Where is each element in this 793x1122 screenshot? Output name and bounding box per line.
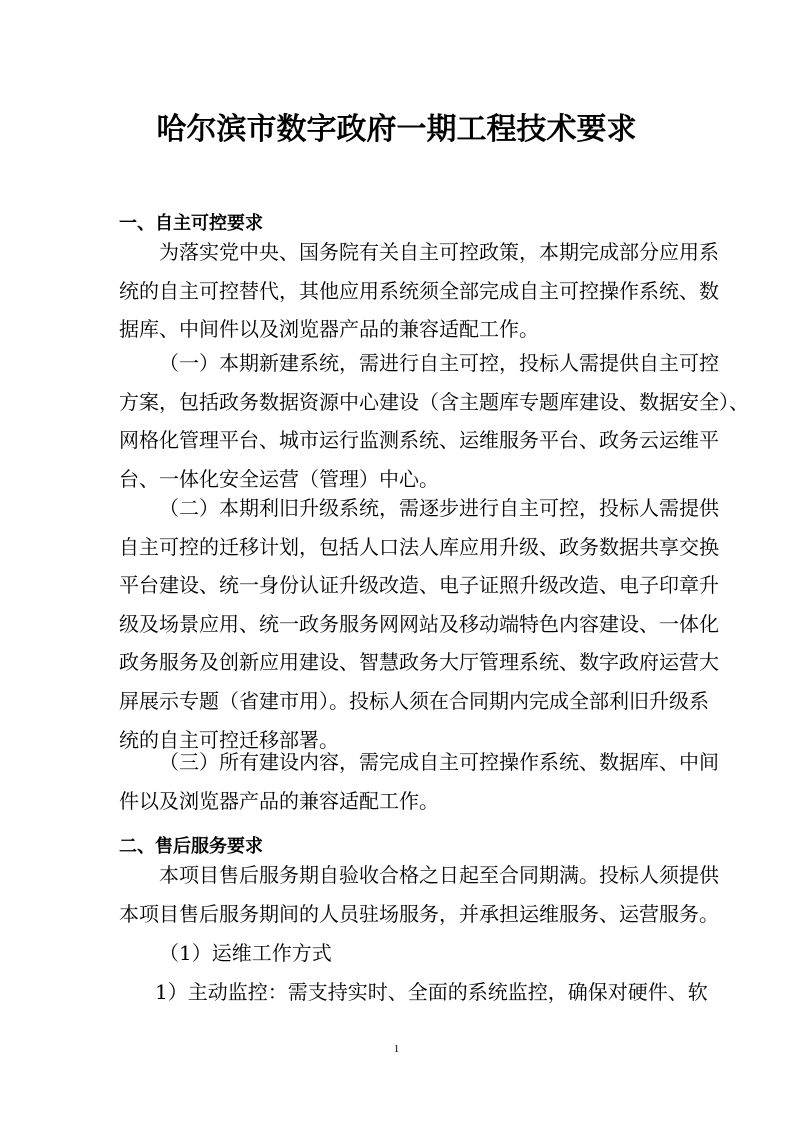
- paragraph-ops-mode: [119, 934, 679, 973]
- paragraph-line: 政务服务及创新应用建设、智慧政务大厅管理系统、数字政府运营大: [119, 650, 719, 675]
- paragraph-line: 统的自主可控迁移部署。: [119, 727, 339, 752]
- document-title: 哈尔滨市数字政府一期工程技术要求: [156, 112, 637, 147]
- paragraph-upgrade-systems: [119, 489, 719, 759]
- paragraph-line: 屏展示专题（省建市用）。投标人须在合同期内完成全部利旧升级系: [119, 688, 709, 713]
- paragraph-policy-intro: [119, 233, 719, 349]
- paragraph-all-content: [119, 743, 719, 820]
- paragraph-line: 台、一体化安全运营（管理）中心。: [119, 466, 439, 491]
- paragraph-line: 自主可控的迁移计划，包括人口法人库应用升级、政务数据共享交换: [119, 534, 719, 559]
- paragraph-after-sales-period: [119, 856, 719, 933]
- paragraph-line: 统的自主可控替代，其他应用系统须全部完成自主可控操作系统、数: [119, 278, 719, 303]
- paragraph-active-monitoring: [119, 973, 708, 1012]
- paragraph-line: 本项目售后服务期自验收合格之日起至合同期满。投标人须提供: [159, 863, 719, 887]
- paragraph-line: 据库、中间件以及浏览器产品的兼容适配工作。: [119, 317, 539, 342]
- paragraph-line: 方案，包括政务数据资源中心建设（含主题库专题库建设、数据安全）、: [119, 389, 749, 414]
- paragraph-line: （一）本期新建系统，需进行自主可控，投标人需提供自主可控: [159, 351, 719, 375]
- section-heading-autonomous-control: 一、自主可控要求: [119, 213, 263, 234]
- page-number: 1: [393, 1043, 400, 1055]
- paragraph-line: 1）主动监控：需支持实时、全面的系统监控，确保对硬件、软: [155, 980, 708, 1004]
- paragraph-line: （二）本期利旧升级系统，需逐步进行自主可控，投标人需提供: [159, 496, 719, 520]
- paragraph-line: 件以及浏览器产品的兼容适配工作。: [119, 788, 439, 813]
- paragraph-line: 级及场景应用、统一政务服务网网站及移动端特色内容建设、一体化: [119, 611, 719, 636]
- paragraph-line: 平台建设、统一身份认证升级改造、电子证照升级改造、电子印章升: [119, 573, 719, 598]
- paragraph-new-systems: [119, 344, 749, 498]
- paragraph-line: 本项目售后服务期间的人员驻场服务，并承担运维服务、运营服务。: [119, 901, 719, 926]
- paragraph-line: 为落实党中央、国务院有关自主可控政策，本期完成部分应用系: [159, 240, 719, 264]
- paragraph-line: 网格化管理平台、城市运行监测系统、运维服务平台、政务云运维平: [119, 428, 719, 453]
- section-heading-after-sales: 二、售后服务要求: [119, 836, 263, 857]
- paragraph-line: （1）运维工作方式: [159, 941, 332, 965]
- paragraph-line: （三）所有建设内容，需完成自主可控操作系统、数据库、中间: [159, 750, 719, 774]
